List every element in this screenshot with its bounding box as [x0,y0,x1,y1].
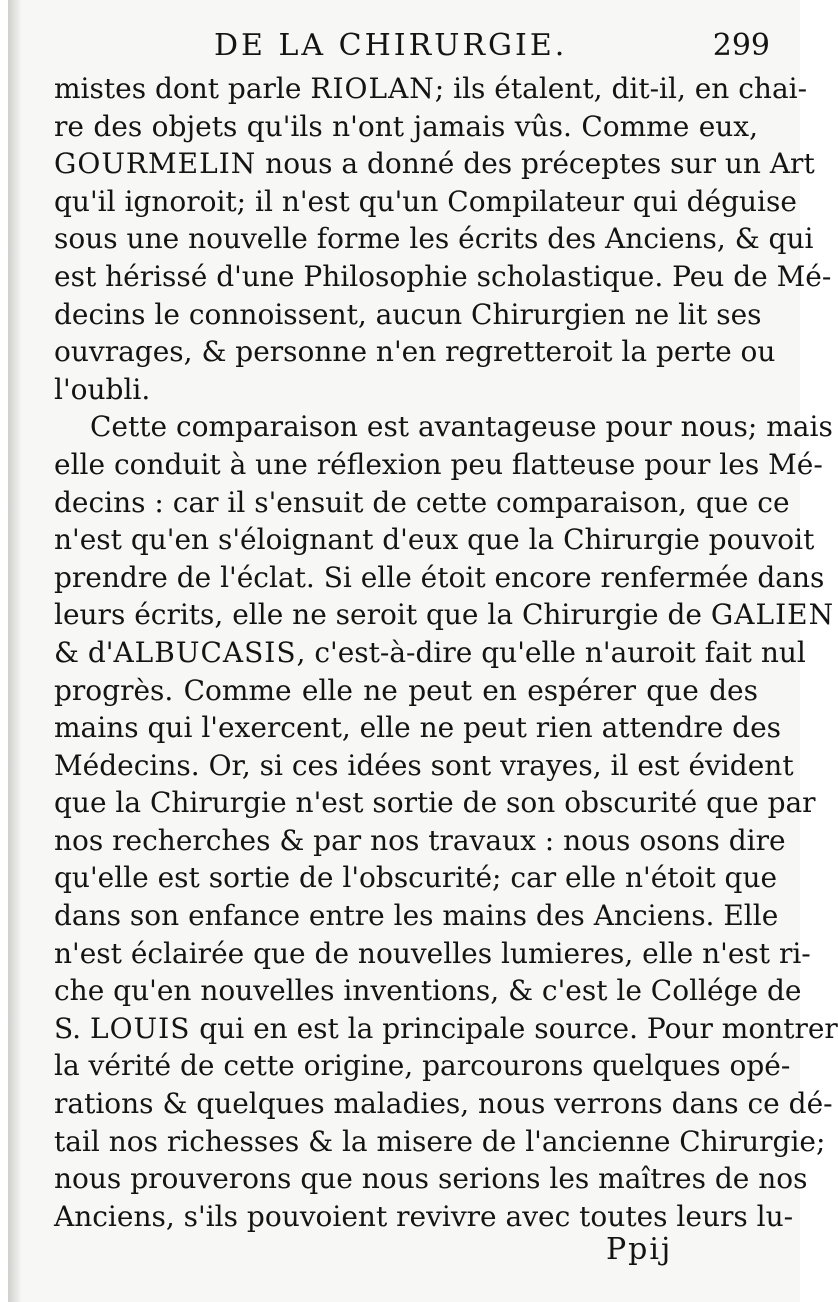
running-head: DE LA CHIRURGIE. [214,28,568,63]
text-segment: qui en est la principale source. Pour montrer [190,1011,838,1045]
text-segment: dans son enfance entre les mains des Anciens. Elle [54,899,779,933]
text-segment: nous prouverons que nous serions les maîtres de nos [54,1162,808,1196]
text-line [54,1085,833,1123]
text-segment: & d' [54,635,114,669]
proper-name: GALIEN [710,598,835,632]
text-line [54,220,814,258]
text-line [54,859,778,897]
text-line [54,371,758,409]
text-segment: mains qui l'exercent, elle ne peut rien attendre des [54,711,782,745]
text-segment: nos recherches & par nos travaux : nous osons dire [54,823,786,857]
proper-name: LOUIS [89,1011,191,1045]
text-segment: tail nos richesses & la misere de l'ancienne Chirurgie; [54,1124,826,1158]
text-line [54,70,808,108]
text-line [54,1198,794,1236]
text-segment: qu'il ignoroit; il n'est qu'un Compilateur qui déguise [54,184,797,218]
page-header [54,24,770,68]
text-segment: qu'elle est sortie de l'obscurité; car elle n'étoit que [54,861,778,895]
text-line [54,559,825,597]
text-line [54,446,823,484]
text-segment: que la Chirurgie n'est sortie de son obscurité que par [54,786,816,820]
text-segment: ; ils étalent, dit-il, en chai- [434,72,808,105]
text-line [54,596,835,634]
text-line [54,145,815,183]
page-number: 299 [712,28,770,63]
signature-mark: Ppij [606,1232,673,1267]
text-segment: decins le connoissent, aucun Chirurgien ne lit ses [54,297,762,331]
proper-name: RIOLAN [310,72,435,105]
text-segment: Anciens, s'ils pouvoient revivre avec toutes leurs lu- [54,1199,794,1233]
text-segment: sous une nouvelle forme les écrits des Anciens, & qui [54,222,814,256]
text-segment: la vérité de cette origine, parcourons quelques opé- [54,1049,791,1083]
text-line [54,296,762,334]
text-line [54,784,816,822]
text-line [54,408,833,446]
text-line [54,1047,791,1085]
page-gutter-shadow [8,0,22,1302]
proper-name: ALBUCASIS [113,635,297,669]
text-line [54,1160,808,1198]
text-segment: , c'est-à-dire qu'elle n'auroit fait nul [296,635,806,669]
text-line [54,747,794,785]
text-segment: elle conduit à une réflexion peu flatteuse pour les Mé- [54,447,823,481]
text-segment: n'est qu'en s'éloignant d'eux que la Chirurgie pouvoit [54,523,815,557]
text-line [54,1010,838,1048]
text-segment: est hérissé d'une Philosophie scholastique. Peu de Mé- [54,259,832,293]
book-page [8,0,838,1302]
text-segment: ouvrages, & personne n'en regretteroit la perte ou [54,335,776,369]
text-line [54,672,758,710]
text-line [54,822,786,860]
text-segment: Médecins. Or, si ces idées sont vrayes, il est évident [54,748,794,782]
text-segment: l'oubli. [54,372,151,406]
text-segment: rations & quelques maladies, nous verrons dans ce dé- [54,1087,833,1121]
text-segment: n'est éclairée que de nouvelles lumieres, elle n'est ri- [54,936,811,970]
body-text [54,70,838,1235]
text-line [54,333,776,371]
text-line [54,108,758,146]
text-segment: re des objets qu'ils n'ont jamais vûs. Comme eux, [54,109,758,143]
text-line [54,1123,826,1161]
text-line [54,634,806,672]
text-segment: prendre de l'éclat. Si elle étoit encore renfermée dans [54,560,825,594]
text-line [54,521,815,559]
text-line [54,935,811,973]
text-segment: Cette comparaison est avantageuse pour nous; mais [90,410,833,444]
text-segment: nous a donné des préceptes sur un Art [256,147,815,181]
text-line [54,709,782,747]
text-line [54,484,790,522]
text-line [54,258,832,296]
text-segment: S. [54,1011,90,1045]
text-segment: che qu'en nouvelles inventions, & c'est le Collége de [54,974,802,1008]
text-line [54,183,797,221]
text-line [54,897,779,935]
text-segment: decins : car il s'ensuit de cette comparaison, que ce [54,485,790,519]
proper-name: GOURMELIN [54,147,257,181]
text-segment: leurs écrits, elle ne seroit que la Chirurgie de [54,598,711,632]
text-segment: progrès. Comme elle ne peut en espérer que des [54,673,758,707]
text-line [54,972,802,1010]
text-segment: mistes dont parle [54,72,311,105]
